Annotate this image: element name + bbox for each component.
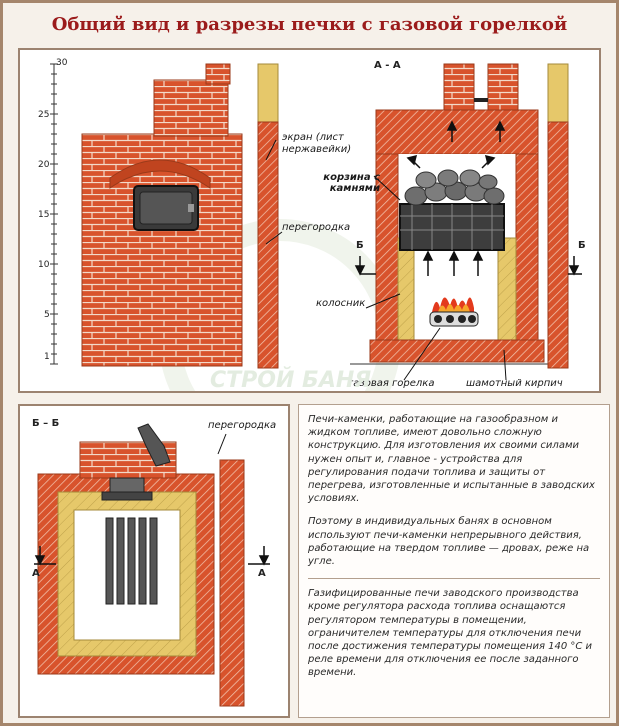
description-paragraph-2: Поэтому в индивидуальных банях в основном используют печи-каменки непрерывного действия, работающие на твердом топливе — дровах, реже на угле. — [308, 516, 590, 568]
screen-partition — [258, 122, 278, 368]
ruler-20: 20 — [38, 160, 50, 170]
cut-b-left: Б — [356, 240, 364, 251]
screen-top — [258, 64, 278, 122]
cut-a-right: А — [258, 568, 266, 579]
bb-partition — [220, 460, 244, 706]
stove-chimney — [206, 64, 230, 84]
aa-chamotte-left — [398, 238, 414, 354]
aa-partition — [548, 122, 568, 368]
grate-label: колосник — [316, 298, 366, 309]
section-bb-label: Б – Б — [32, 418, 60, 429]
description-paragraph-3: Газифицированные печи заводского производства кроме регулятора расхода топлива оснащаются регулятором температуры в помещении, ограничителем температуры для отключения печи после достижения температуры помещения 140 °С и реле времени для отключения ее после заданного времени. — [308, 588, 593, 679]
ruler-25: 25 — [38, 110, 50, 120]
page-title: Общий вид и разрезы печки с газовой горелкой — [51, 14, 568, 35]
aa-chimney-right — [488, 64, 518, 110]
top-diagram-panel — [18, 48, 601, 393]
ruler-15: 15 — [38, 210, 50, 220]
divider — [308, 578, 600, 579]
aa-top-slab — [376, 110, 538, 154]
burner-label: газовая горелка — [348, 378, 435, 389]
ruler-30: 30 — [56, 58, 68, 68]
stove-diagram — [20, 50, 599, 391]
basket-label: корзина с камнями — [323, 172, 380, 194]
screen-label: экран (лист нержавейки) — [282, 132, 352, 155]
gas-flames — [430, 297, 478, 326]
stove-front-top — [154, 80, 228, 136]
section-aa-label: А - А — [374, 60, 401, 71]
description-paragraph-1: Печи-каменки, работающие на газообразном и жидком топливе, имеют довольно сложную конструкцию. Для изготовления их своими силами нужен опыт и, главное - устройства для регулирования подачи топлива и защиты от перегрева, изготовленные и испытанные в заводских условиях. — [308, 414, 595, 505]
bb-partition-label: перегородка — [208, 420, 277, 431]
ruler-10: 10 — [38, 260, 50, 270]
section-bb-panel — [18, 404, 290, 718]
aa-right-wall — [516, 154, 538, 354]
cut-b-right: Б — [578, 240, 586, 251]
section-bb-diagram — [20, 406, 288, 716]
aa-base — [370, 340, 544, 362]
description-panel — [298, 404, 610, 718]
aa-chimney-left — [444, 64, 474, 110]
aa-screen-top — [548, 64, 568, 122]
partition-label: перегородка — [282, 222, 351, 233]
aa-chamotte-right — [498, 238, 516, 354]
firebrick-label: шамотный кирпич — [466, 378, 563, 389]
bb-inner — [74, 510, 180, 640]
ruler-1: 1 — [44, 352, 50, 362]
watermark-text: СТРОЙ БАНЯ — [210, 368, 372, 393]
cut-a-left: А — [32, 568, 40, 579]
ruler-5: 5 — [44, 310, 50, 320]
stone-basket — [400, 170, 504, 250]
